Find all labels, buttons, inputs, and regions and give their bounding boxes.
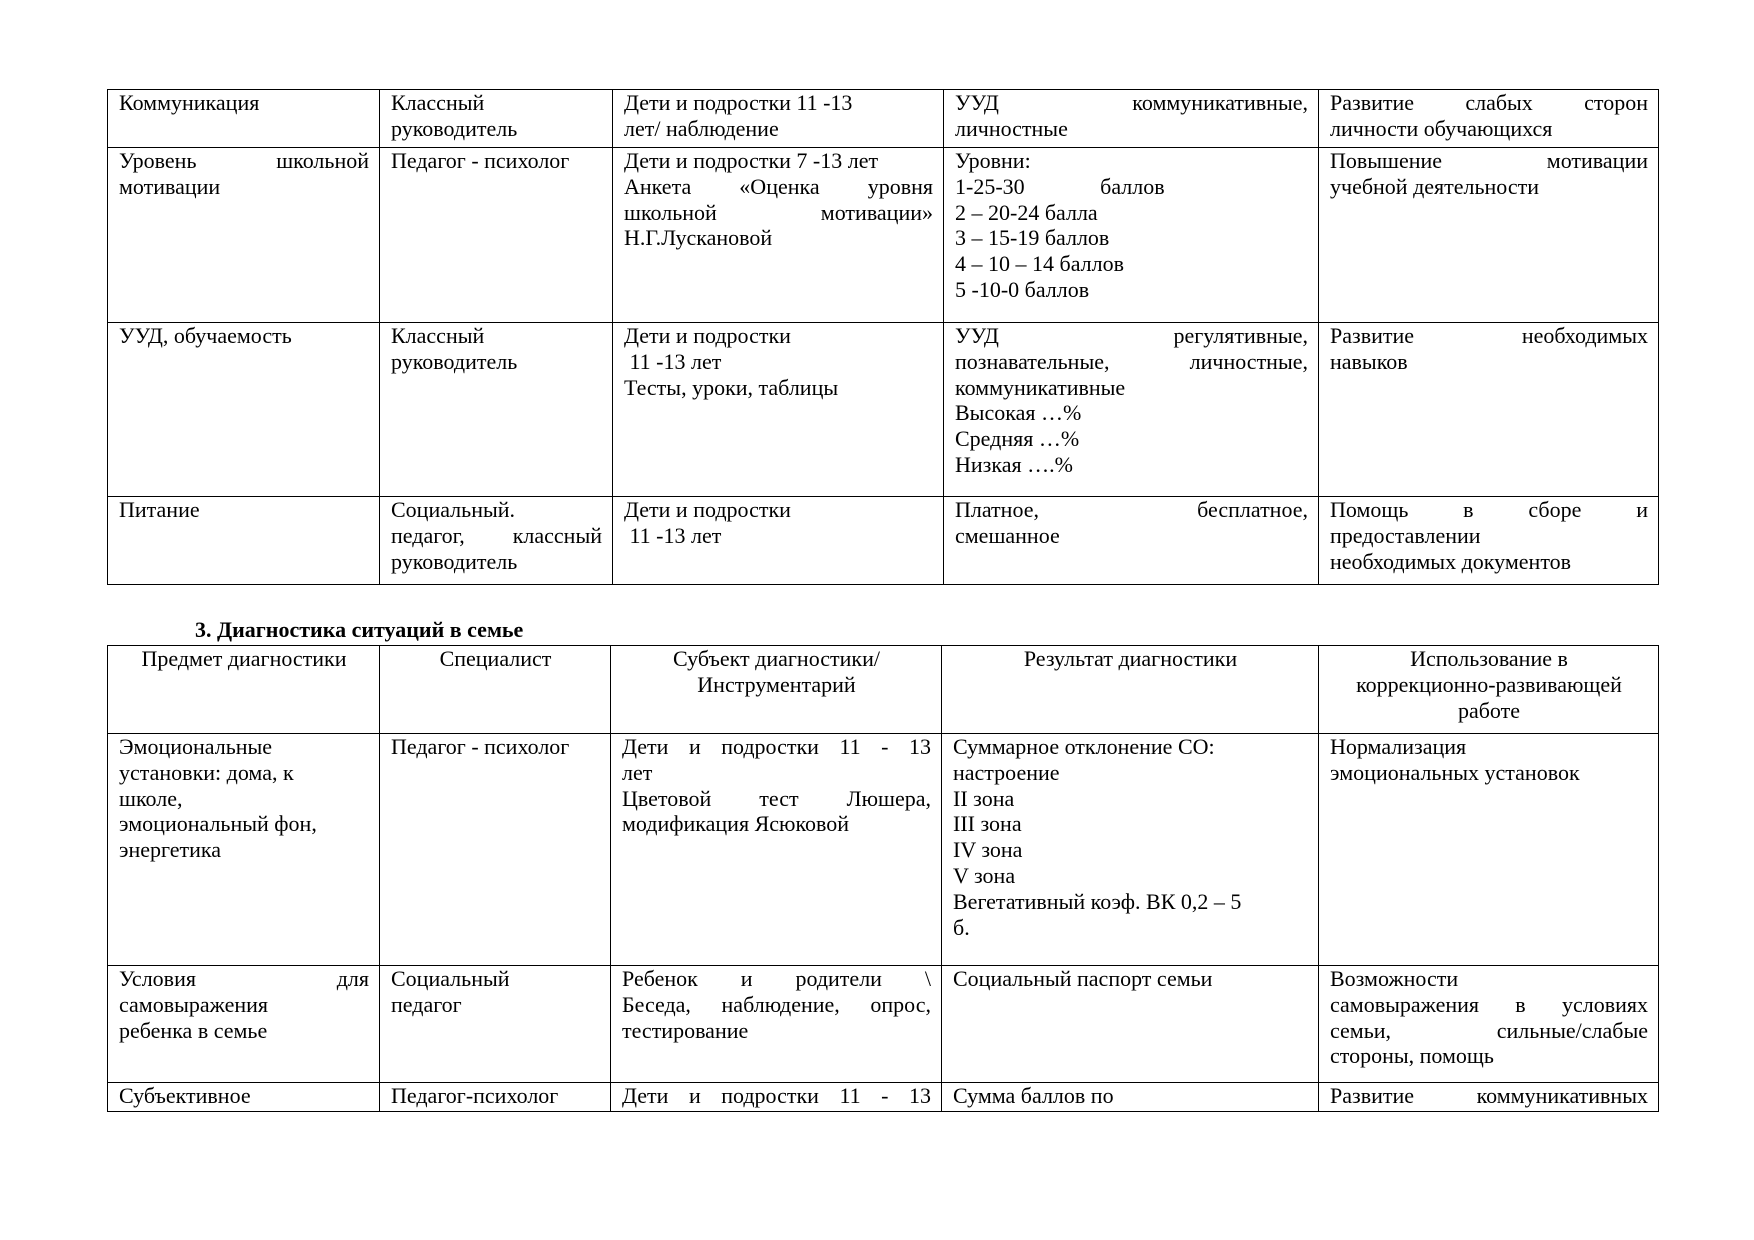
cell-instrument: Дети и подростки 11 - 13	[611, 1083, 942, 1112]
cell-result: УУД коммуникативные, личностные	[944, 90, 1319, 148]
table-header-row	[108, 646, 1659, 734]
cell-specialist: Педагог - психолог	[380, 148, 613, 323]
table-row	[108, 148, 1659, 323]
header-result: Результат диагностики	[942, 646, 1319, 734]
cell-subject: Субъективное	[108, 1083, 380, 1112]
cell-subject: Условия для самовыражения ребенка в семье	[108, 966, 380, 1083]
cell-instrument: Дети и подростки 11 -13 лет/ наблюдение	[613, 90, 944, 148]
header-instrument: Субъект диагностики/ Инструментарий	[611, 646, 942, 734]
table-row	[108, 90, 1659, 148]
cell-instrument: Дети и подростки 11 -13 лет	[613, 497, 944, 585]
cell-result: Уровни: 1-25-30 баллов 2 – 20-24 балла 3 – 15-19 баллов 4 – 10 – 14 баллов 5 -10-0 баллов	[944, 148, 1319, 323]
cell-usage: Развитие слабых сторон личности обучающихся	[1319, 90, 1659, 148]
cell-usage: Повышение мотивации учебной деятельности	[1319, 148, 1659, 323]
table-row	[108, 734, 1659, 966]
table-row	[108, 323, 1659, 497]
cell-subject: Коммуникация	[108, 90, 380, 148]
table-row	[108, 966, 1659, 1083]
cell-result: Платное, бесплатное, смешанное	[944, 497, 1319, 585]
cell-usage: Нормализация эмоциональных установок	[1319, 734, 1659, 966]
cell-subject: Питание	[108, 497, 380, 585]
cell-specialist: Социальный педагог	[380, 966, 611, 1083]
cell-usage: Развитие коммуникативных	[1319, 1083, 1659, 1112]
cell-usage: Развитие необходимых навыков	[1319, 323, 1659, 497]
cell-specialist: Социальный. педагог, классный руководитель	[380, 497, 613, 585]
header-subject: Предмет диагностики	[108, 646, 380, 734]
cell-result: Социальный паспорт семьи	[942, 966, 1319, 1083]
cell-instrument: Дети и подростки 7 -13 лет Анкета «Оценка уровня школьной мотивации» Н.Г.Лускановой	[613, 148, 944, 323]
header-specialist: Специалист	[380, 646, 611, 734]
cell-instrument: Ребенок и родители \ Беседа, наблюдение, опрос, тестирование	[611, 966, 942, 1083]
family-diagnostics-table	[107, 645, 1659, 1112]
cell-subject: УУД, обучаемость	[108, 323, 380, 497]
cell-specialist: Классный руководитель	[380, 323, 613, 497]
cell-result: Суммарное отклонение СО: настроение II зона III зона IV зона V зона Вегетативный коэф. ВК 0,2 – 5 б.	[942, 734, 1319, 966]
diagnostics-table-continued	[107, 89, 1659, 585]
cell-specialist: Педагог-психолог	[380, 1083, 611, 1112]
cell-specialist: Классный руководитель	[380, 90, 613, 148]
cell-result: УУД регулятивные, познавательные, личностные, коммуникативные Высокая …% Средняя …% Низкая ….%	[944, 323, 1319, 497]
cell-usage: Помощь в сборе и предоставлении необходимых документов	[1319, 497, 1659, 585]
table-row	[108, 497, 1659, 585]
cell-result: Сумма баллов по	[942, 1083, 1319, 1112]
cell-instrument: Дети и подростки 11 -13 лет Тесты, уроки, таблицы	[613, 323, 944, 497]
cell-usage: Возможности самовыражения в условиях семьи, сильные/слабые стороны, помощь	[1319, 966, 1659, 1083]
header-usage: Использование в коррекционно-развивающей работе	[1319, 646, 1659, 734]
cell-subject: Уровень школьной мотивации	[108, 148, 380, 323]
cell-instrument: Дети и подростки 11 - 13 лет Цветовой тест Люшера, модификация Ясюковой	[611, 734, 942, 966]
cell-specialist: Педагог - психолог	[380, 734, 611, 966]
section-heading: 3. Диагностика ситуаций в семье	[195, 617, 524, 642]
table-row	[108, 1083, 1659, 1112]
cell-subject: Эмоциональные установки: дома, к школе, эмоциональный фон, энергетика	[108, 734, 380, 966]
